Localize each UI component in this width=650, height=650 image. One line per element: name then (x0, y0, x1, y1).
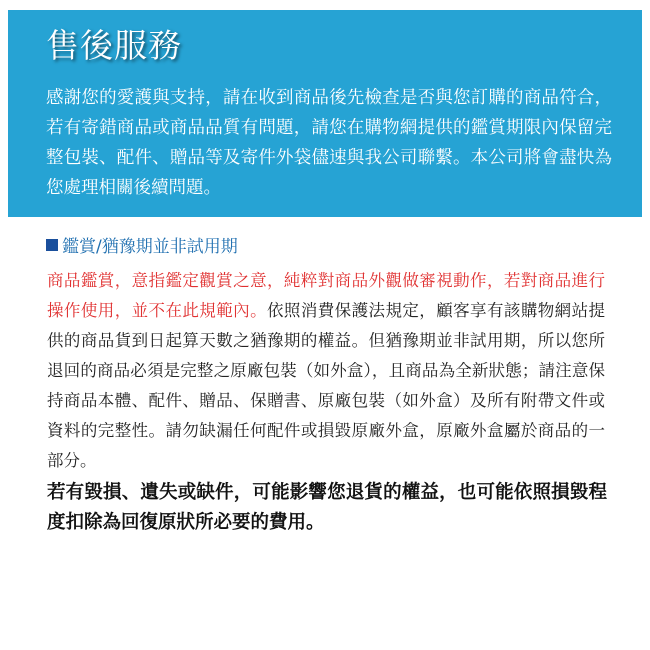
section-heading-label: 鑑賞/猶豫期並非試用期 (62, 237, 238, 257)
banner-description: 感謝您的愛護與支持，請在收到商品後先檢查是否與您訂購的商品符合，若有寄錯商品或商品品質有問題，請您在購物網提供的鑑賞期限內保留完整包裝、配件、贈品等及寄件外袋儘速與我公司聯繫。本公司將會盡快為您處理相關後續問題。 (46, 88, 612, 198)
square-bullet-icon (46, 239, 58, 251)
policy-paragraph (47, 266, 605, 476)
appreciation-definition-text: 商品鑑賞，意指鑑定觀賞之意，純粹對商品外觀做審視動作，若對商品進行操作使用，並不在此規範內。 (47, 271, 605, 320)
damage-warning-text: 若有毀損、遺失或缺件，可能影響您退貨的權益，也可能依照損毀程度扣除為回復原狀所必要的費用。 (47, 482, 607, 533)
return-policy-text: 依照消費保護法規定，顧客享有該購物網站提供的商品貨到日起算天數之猶豫期的權益。但猶豫期並非試用期，所以您所退回的商品必須是完整之原廠包裝（如外盒），且商品為全新狀態；請注意保持商品本體、配件、贈品、保贈書、原廠包裝（如外盒）及所有附帶文件或資料的完整性。請勿缺漏任何配件或損毀原廠外盒，原廠外盒屬於商品的一部分。 (47, 301, 605, 470)
after-sales-banner (8, 10, 642, 217)
banner-title: 售後服務 (46, 26, 182, 65)
section-heading (46, 233, 238, 261)
